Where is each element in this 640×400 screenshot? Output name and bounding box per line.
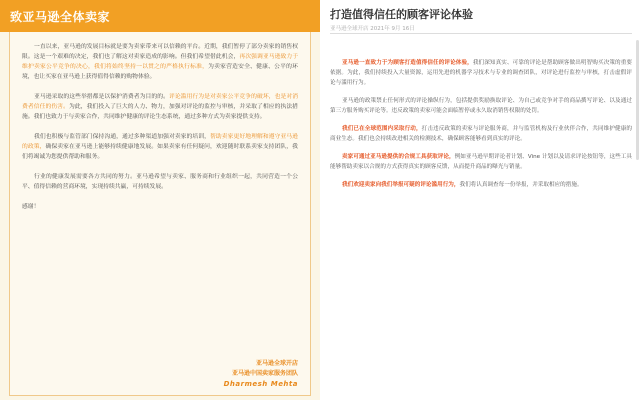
article-panel	[320, 0, 640, 400]
letter-body	[9, 32, 311, 396]
article-paragraph: 我们欢迎卖家向我们举报可疑的评论滥用行为，我们将认真调查每一份举报，并采取相应的措施。	[342, 182, 583, 188]
article-divider	[330, 33, 632, 34]
article-body	[330, 58, 632, 198]
scrollbar[interactable]	[636, 40, 639, 160]
letter-paragraph: 一直以来，亚马逊的发展目标就是要为卖家带来可以信赖的平台。近期，我们暂停了部分卖家的销售权限。这是一个艰难的决定，我们也了解这对卖家造成的影响。但我们希望借此机会，再次强调亚马逊致力于维护卖家公平竞争的决心，我们将始终坚持一以贯之的严格执行标准，为卖家营造安全、健康、公平的环境，也让买家在亚马逊上获得值得信赖的购物体验。	[22, 44, 298, 80]
article-paragraph: 亚马逊的政策禁止任何形式的评论操纵行为，包括提供奖励换取评论、为自己或竞争对手的商品撰写评论、以及通过第三方服务购买评论等。违反政策的卖家可能会面临暂停或永久取消销售权限的处罚。	[330, 98, 632, 114]
article-meta: 亚马逊全球开店 2021年 9月 16日	[330, 26, 415, 32]
letter-signature	[224, 359, 298, 389]
article-paragraph: 亚马逊一直致力于为顾客打造值得信任的评论体验，我们深知真实、可靠的评论是帮助顾客做出明智购买决策的重要依据。为此，我们持续投入大量资源，运用先进的机器学习技术与专业的调查团队，对评论进行监控与审核，打击虚假评论与滥用行为。	[330, 60, 632, 86]
letter-header	[0, 0, 320, 32]
letter-paragraph: 亚马逊采取的这些举措都是以保护消费者为目的的。评论滥用行为是对卖家公平竞争的破坏，也是对消费者信任的伤害。为此，我们投入了巨大的人力、物力，加强对评论的监控与审核，并采取了相应的执法措施。我们也致力于与卖家合作，共同维护健康的评论生态系统，通过多种方式为卖家提供支持。	[22, 94, 298, 120]
signature-name: Dharmesh Mehta	[223, 380, 298, 388]
article-paragraph: 卖家可通过亚马逊提供的合规工具获取评论，例如亚马逊早期评论者计划、Vine 计划以及请求评论按钮等，这些工具能够帮助卖家以合规的方式获得真实的顾客反馈，从而提升商品的曝光与销量。	[330, 154, 632, 170]
letter-paragraph: 行业的健康发展需要各方共同的努力。亚马逊希望与卖家、服务商和行业组织一起，共同营造一个公平、值得信赖的营商环境，实现持续共赢，可持续发展。	[22, 174, 298, 190]
article-title: 打造值得信任的顾客评论体验	[330, 8, 473, 21]
letter-paragraph: 我们也积极与监管部门保持沟通，通过多种渠道加强对卖家的培训，帮助卖家更好地理解和遵守亚马逊的政策，确保卖家在亚马逊上能够持续健康地发展。如果卖家有任何疑问，欢迎随时联系卖家支持团队，我们将竭诚为您提供帮助和服务。	[22, 134, 298, 160]
article-paragraph: 我们已在全球范围内采取行动，打击违反政策的卖家与评论服务商，并与监管机构及行业伙伴合作，共同维护健康的商业生态。我们也会持续改进相关的检测技术，确保顾客能够看到真实的评论。	[330, 126, 632, 142]
letter-thanks: 感谢！	[22, 204, 40, 210]
signature-line-1: 亚马逊全球开店	[255, 360, 298, 367]
letter-title: 致亚马逊全体卖家	[10, 9, 111, 24]
signature-line-2: 亚马逊中国卖家服务团队	[231, 370, 298, 377]
